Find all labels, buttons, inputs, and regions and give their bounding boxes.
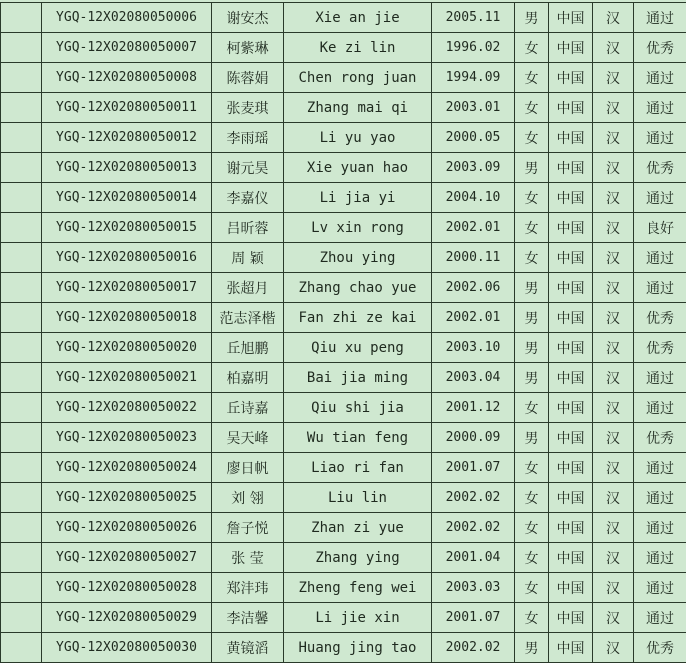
cell-birth[interactable]: 2004.10 <box>432 183 515 213</box>
cell-ethnicity[interactable]: 汉 <box>593 63 634 93</box>
cell-name[interactable]: 廖日帆 <box>212 453 284 483</box>
cell-name[interactable]: 郑沣玮 <box>212 573 284 603</box>
cell-pinyin[interactable]: Lv xin rong <box>284 213 432 243</box>
cell-pinyin[interactable]: Zhou ying <box>284 243 432 273</box>
cell-ethnicity[interactable]: 汉 <box>593 93 634 123</box>
table-row <box>1 633 686 663</box>
cell-id[interactable]: YGQ-12X02080050016 <box>42 243 212 273</box>
cell-id[interactable]: YGQ-12X02080050017 <box>42 273 212 303</box>
cell-country[interactable]: 中国 <box>549 303 593 333</box>
cell-id[interactable]: YGQ-12X02080050023 <box>42 423 212 453</box>
cell-result[interactable]: 通过 <box>634 183 686 213</box>
cell-sex[interactable]: 男 <box>515 363 549 393</box>
row-header-cell[interactable] <box>1 243 42 273</box>
cell-pinyin[interactable]: Zheng feng wei <box>284 573 432 603</box>
cell-sex[interactable]: 女 <box>515 93 549 123</box>
cell-id[interactable]: YGQ-12X02080050006 <box>42 3 212 33</box>
table-row <box>1 603 686 633</box>
cell-sex[interactable]: 女 <box>515 63 549 93</box>
cell-birth[interactable]: 1996.02 <box>432 33 515 63</box>
cell-id[interactable]: YGQ-12X02080050030 <box>42 633 212 663</box>
row-header-cell[interactable] <box>1 453 42 483</box>
cell-birth[interactable]: 2002.02 <box>432 483 515 513</box>
cell-country[interactable]: 中国 <box>549 363 593 393</box>
cell-sex[interactable]: 男 <box>515 153 549 183</box>
cell-country[interactable]: 中国 <box>549 93 593 123</box>
cell-sex[interactable]: 女 <box>515 123 549 153</box>
cell-pinyin[interactable]: Bai jia ming <box>284 363 432 393</box>
cell-country[interactable]: 中国 <box>549 333 593 363</box>
cell-result[interactable]: 通过 <box>634 3 686 33</box>
cell-birth[interactable]: 2003.01 <box>432 93 515 123</box>
row-header-cell[interactable] <box>1 123 42 153</box>
table-row <box>1 213 686 243</box>
cell-birth[interactable]: 2003.04 <box>432 363 515 393</box>
cell-birth[interactable]: 2003.10 <box>432 333 515 363</box>
cell-result[interactable]: 通过 <box>634 123 686 153</box>
row-header-cell[interactable] <box>1 33 42 63</box>
cell-name[interactable]: 詹子悦 <box>212 513 284 543</box>
cell-pinyin[interactable]: Chen rong juan <box>284 63 432 93</box>
cell-pinyin[interactable]: Liu lin <box>284 483 432 513</box>
cell-ethnicity[interactable]: 汉 <box>593 423 634 453</box>
cell-birth[interactable]: 1994.09 <box>432 63 515 93</box>
cell-id[interactable]: YGQ-12X02080050011 <box>42 93 212 123</box>
cell-name[interactable]: 丘诗嘉 <box>212 393 284 423</box>
cell-id[interactable]: YGQ-12X02080050007 <box>42 33 212 63</box>
row-header-cell[interactable] <box>1 93 42 123</box>
cell-name[interactable]: 谢元昊 <box>212 153 284 183</box>
row-header-cell[interactable] <box>1 573 42 603</box>
cell-birth[interactable]: 2003.09 <box>432 153 515 183</box>
cell-result[interactable]: 优秀 <box>634 423 686 453</box>
table-row <box>1 63 686 93</box>
table-row <box>1 333 686 363</box>
cell-pinyin[interactable]: Li yu yao <box>284 123 432 153</box>
row-header-cell[interactable] <box>1 633 42 663</box>
cell-ethnicity[interactable]: 汉 <box>593 333 634 363</box>
student-results-table <box>0 2 686 663</box>
cell-id[interactable]: YGQ-12X02080050024 <box>42 453 212 483</box>
cell-id[interactable]: YGQ-12X02080050021 <box>42 363 212 393</box>
cell-birth[interactable]: 2001.04 <box>432 543 515 573</box>
cell-result[interactable]: 良好 <box>634 213 686 243</box>
cell-sex[interactable]: 女 <box>515 483 549 513</box>
cell-sex[interactable]: 男 <box>515 273 549 303</box>
cell-country[interactable]: 中国 <box>549 273 593 303</box>
cell-result[interactable]: 通过 <box>634 513 686 543</box>
table-row <box>1 93 686 123</box>
cell-sex[interactable]: 女 <box>515 573 549 603</box>
table-row <box>1 423 686 453</box>
cell-country[interactable]: 中国 <box>549 183 593 213</box>
cell-result[interactable]: 通过 <box>634 453 686 483</box>
cell-name[interactable]: 李嘉仪 <box>212 183 284 213</box>
cell-sex[interactable]: 男 <box>515 423 549 453</box>
cell-id[interactable]: YGQ-12X02080050020 <box>42 333 212 363</box>
table-row <box>1 303 686 333</box>
cell-result[interactable]: 通过 <box>634 273 686 303</box>
cell-name[interactable]: 吕昕蓉 <box>212 213 284 243</box>
cell-id[interactable]: YGQ-12X02080050025 <box>42 483 212 513</box>
cell-result[interactable]: 优秀 <box>634 333 686 363</box>
cell-birth[interactable]: 2001.12 <box>432 393 515 423</box>
table-row <box>1 153 686 183</box>
cell-result[interactable]: 通过 <box>634 243 686 273</box>
row-header-cell[interactable] <box>1 183 42 213</box>
table-row <box>1 483 686 513</box>
cell-country[interactable]: 中国 <box>549 3 593 33</box>
cell-country[interactable]: 中国 <box>549 573 593 603</box>
cell-name[interactable]: 柯紫琳 <box>212 33 284 63</box>
cell-sex[interactable]: 男 <box>515 303 549 333</box>
cell-birth[interactable]: 2000.11 <box>432 243 515 273</box>
cell-sex[interactable]: 男 <box>515 633 549 663</box>
cell-name[interactable]: 黄镜滔 <box>212 633 284 663</box>
table-body <box>1 3 686 663</box>
cell-country[interactable]: 中国 <box>549 63 593 93</box>
cell-pinyin[interactable]: Li jia yi <box>284 183 432 213</box>
cell-result[interactable]: 优秀 <box>634 303 686 333</box>
row-header-cell[interactable] <box>1 423 42 453</box>
row-header-cell[interactable] <box>1 273 42 303</box>
cell-result[interactable]: 通过 <box>634 573 686 603</box>
cell-result[interactable]: 优秀 <box>634 633 686 663</box>
cell-country[interactable]: 中国 <box>549 483 593 513</box>
cell-country[interactable]: 中国 <box>549 513 593 543</box>
cell-ethnicity[interactable]: 汉 <box>593 513 634 543</box>
cell-country[interactable]: 中国 <box>549 423 593 453</box>
table-row <box>1 573 686 603</box>
cell-ethnicity[interactable]: 汉 <box>593 3 634 33</box>
cell-id[interactable]: YGQ-12X02080050026 <box>42 513 212 543</box>
cell-sex[interactable]: 女 <box>515 183 549 213</box>
cell-pinyin[interactable]: Liao ri fan <box>284 453 432 483</box>
cell-ethnicity[interactable]: 汉 <box>593 483 634 513</box>
cell-name[interactable]: 丘旭鹏 <box>212 333 284 363</box>
cell-ethnicity[interactable]: 汉 <box>593 183 634 213</box>
cell-sex[interactable]: 女 <box>515 543 549 573</box>
cell-result[interactable]: 通过 <box>634 393 686 423</box>
cell-pinyin[interactable]: Qiu xu peng <box>284 333 432 363</box>
cell-birth[interactable]: 2000.09 <box>432 423 515 453</box>
cell-birth[interactable]: 2001.07 <box>432 603 515 633</box>
table-row <box>1 453 686 483</box>
cell-birth[interactable]: 2005.11 <box>432 3 515 33</box>
cell-country[interactable]: 中国 <box>549 603 593 633</box>
row-header-cell[interactable] <box>1 303 42 333</box>
cell-pinyin[interactable]: Zhang mai qi <box>284 93 432 123</box>
row-header-cell[interactable] <box>1 333 42 363</box>
cell-ethnicity[interactable]: 汉 <box>593 573 634 603</box>
cell-name[interactable]: 范志泽楷 <box>212 303 284 333</box>
cell-sex[interactable]: 女 <box>515 513 549 543</box>
cell-sex[interactable]: 男 <box>515 333 549 363</box>
cell-result[interactable]: 通过 <box>634 543 686 573</box>
cell-result[interactable]: 通过 <box>634 483 686 513</box>
table-row <box>1 3 686 33</box>
cell-pinyin[interactable]: Zhang ying <box>284 543 432 573</box>
cell-ethnicity[interactable]: 汉 <box>593 123 634 153</box>
cell-pinyin[interactable]: Qiu shi jia <box>284 393 432 423</box>
cell-sex[interactable]: 女 <box>515 213 549 243</box>
cell-id[interactable]: YGQ-12X02080050028 <box>42 573 212 603</box>
cell-country[interactable]: 中国 <box>549 543 593 573</box>
cell-name[interactable]: 李洁馨 <box>212 603 284 633</box>
cell-ethnicity[interactable]: 汉 <box>593 363 634 393</box>
cell-name[interactable]: 陈蓉娟 <box>212 63 284 93</box>
cell-id[interactable]: YGQ-12X02080050027 <box>42 543 212 573</box>
cell-ethnicity[interactable]: 汉 <box>593 603 634 633</box>
cell-result[interactable]: 优秀 <box>634 33 686 63</box>
cell-ethnicity[interactable]: 汉 <box>593 393 634 423</box>
row-header-cell[interactable] <box>1 543 42 573</box>
cell-country[interactable]: 中国 <box>549 453 593 483</box>
cell-pinyin[interactable]: Wu tian feng <box>284 423 432 453</box>
cell-id[interactable]: YGQ-12X02080050018 <box>42 303 212 333</box>
table-row <box>1 183 686 213</box>
cell-result[interactable]: 通过 <box>634 363 686 393</box>
cell-sex[interactable]: 女 <box>515 453 549 483</box>
cell-name[interactable]: 周 颖 <box>212 243 284 273</box>
cell-id[interactable]: YGQ-12X02080050022 <box>42 393 212 423</box>
table-row <box>1 123 686 153</box>
cell-sex[interactable]: 女 <box>515 33 549 63</box>
cell-ethnicity[interactable]: 汉 <box>593 543 634 573</box>
cell-birth[interactable]: 2002.02 <box>432 633 515 663</box>
cell-pinyin[interactable]: Ke zi lin <box>284 33 432 63</box>
cell-name[interactable]: 张 莹 <box>212 543 284 573</box>
cell-id[interactable]: YGQ-12X02080050015 <box>42 213 212 243</box>
row-header-cell[interactable] <box>1 513 42 543</box>
cell-result[interactable]: 优秀 <box>634 153 686 183</box>
cell-country[interactable]: 中国 <box>549 243 593 273</box>
cell-ethnicity[interactable]: 汉 <box>593 453 634 483</box>
table-row <box>1 273 686 303</box>
cell-pinyin[interactable]: Zhan zi yue <box>284 513 432 543</box>
cell-id[interactable]: YGQ-12X02080050012 <box>42 123 212 153</box>
cell-id[interactable]: YGQ-12X02080050013 <box>42 153 212 183</box>
cell-result[interactable]: 通过 <box>634 63 686 93</box>
cell-birth[interactable]: 2003.03 <box>432 573 515 603</box>
row-header-cell[interactable] <box>1 393 42 423</box>
cell-name[interactable]: 谢安杰 <box>212 3 284 33</box>
cell-country[interactable]: 中国 <box>549 633 593 663</box>
cell-ethnicity[interactable]: 汉 <box>593 273 634 303</box>
table-row <box>1 363 686 393</box>
cell-birth[interactable]: 2002.02 <box>432 513 515 543</box>
row-header-cell[interactable] <box>1 603 42 633</box>
cell-country[interactable]: 中国 <box>549 33 593 63</box>
cell-pinyin[interactable]: Huang jing tao <box>284 633 432 663</box>
row-header-cell[interactable] <box>1 213 42 243</box>
cell-ethnicity[interactable]: 汉 <box>593 303 634 333</box>
cell-name[interactable]: 刘 翎 <box>212 483 284 513</box>
row-header-cell[interactable] <box>1 3 42 33</box>
cell-sex[interactable]: 女 <box>515 393 549 423</box>
row-header-cell[interactable] <box>1 483 42 513</box>
cell-pinyin[interactable]: Xie yuan hao <box>284 153 432 183</box>
cell-ethnicity[interactable]: 汉 <box>593 153 634 183</box>
cell-birth[interactable]: 2002.06 <box>432 273 515 303</box>
table-row <box>1 513 686 543</box>
cell-sex[interactable]: 女 <box>515 603 549 633</box>
cell-id[interactable]: YGQ-12X02080050014 <box>42 183 212 213</box>
cell-id[interactable]: YGQ-12X02080050029 <box>42 603 212 633</box>
cell-birth[interactable]: 2001.07 <box>432 453 515 483</box>
table-row <box>1 543 686 573</box>
cell-country[interactable]: 中国 <box>549 153 593 183</box>
cell-name[interactable]: 吴天峰 <box>212 423 284 453</box>
cell-country[interactable]: 中国 <box>549 213 593 243</box>
cell-pinyin[interactable]: Xie an jie <box>284 3 432 33</box>
cell-ethnicity[interactable]: 汉 <box>593 33 634 63</box>
cell-name[interactable]: 柏嘉明 <box>212 363 284 393</box>
cell-name[interactable]: 李雨瑶 <box>212 123 284 153</box>
row-header-cell[interactable] <box>1 153 42 183</box>
cell-sex[interactable]: 女 <box>515 243 549 273</box>
cell-country[interactable]: 中国 <box>549 393 593 423</box>
cell-pinyin[interactable]: Zhang chao yue <box>284 273 432 303</box>
cell-sex[interactable]: 男 <box>515 3 549 33</box>
cell-ethnicity[interactable]: 汉 <box>593 633 634 663</box>
cell-name[interactable]: 张麦琪 <box>212 93 284 123</box>
table-row <box>1 243 686 273</box>
cell-country[interactable]: 中国 <box>549 123 593 153</box>
cell-name[interactable]: 张超月 <box>212 273 284 303</box>
cell-result[interactable]: 通过 <box>634 603 686 633</box>
cell-result[interactable]: 通过 <box>634 93 686 123</box>
cell-ethnicity[interactable]: 汉 <box>593 213 634 243</box>
cell-birth[interactable]: 2002.01 <box>432 213 515 243</box>
row-header-cell[interactable] <box>1 363 42 393</box>
cell-birth[interactable]: 2002.01 <box>432 303 515 333</box>
cell-birth[interactable]: 2000.05 <box>432 123 515 153</box>
cell-id[interactable]: YGQ-12X02080050008 <box>42 63 212 93</box>
table-row <box>1 33 686 63</box>
cell-ethnicity[interactable]: 汉 <box>593 243 634 273</box>
row-header-cell[interactable] <box>1 63 42 93</box>
cell-pinyin[interactable]: Fan zhi ze kai <box>284 303 432 333</box>
table-row <box>1 393 686 423</box>
cell-pinyin[interactable]: Li jie xin <box>284 603 432 633</box>
